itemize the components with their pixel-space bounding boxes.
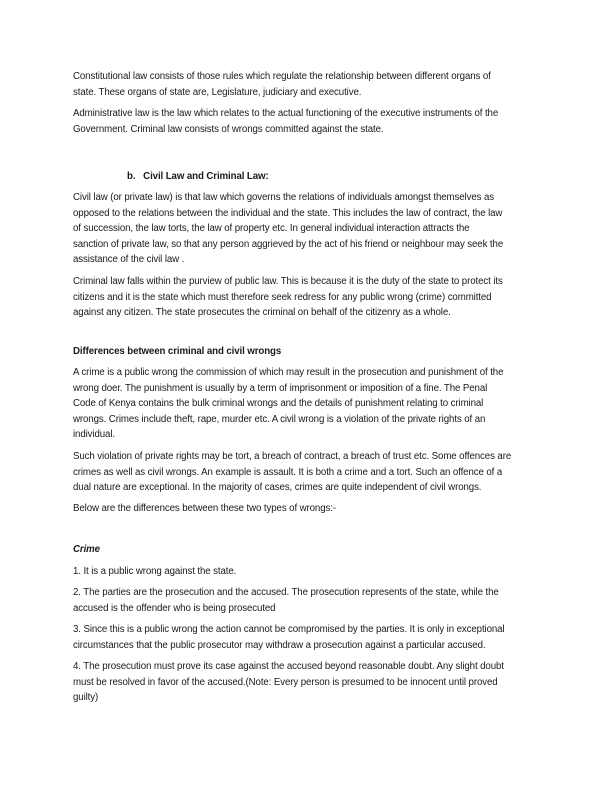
text-line: guilty) xyxy=(73,692,99,704)
text-line: crimes as well as civil wrongs. An example is assault. It is both a crime and a tort. Such an offence of a xyxy=(73,466,503,478)
text-line: 2. The parties are the prosecution and the accused. The prosecution represents of the state, while the xyxy=(73,587,499,598)
heading-differences xyxy=(73,344,281,360)
paragraph-civil-law xyxy=(73,190,503,268)
text-line: wrong doer. The punishment is usually by a term of imprisonment or imposition of a fine. The Penal xyxy=(73,382,488,394)
text-line: opposed to the relations between the individual and the state. This includes the law of contract, the law xyxy=(73,207,503,219)
text-line: Criminal law falls within the purview of public law. This is because it is the duty of the state to protect its xyxy=(73,276,503,287)
paragraph-criminal-law xyxy=(73,274,503,321)
text-line: dual nature are exceptional. In the majority of cases, crimes are quite independent of civil wrongs. xyxy=(73,482,482,494)
text-line: Civil law (or private law) is that law which governs the relations of individuals amongst themselves as xyxy=(73,192,494,203)
paragraph-private-rights xyxy=(73,449,511,496)
list-item-4 xyxy=(73,659,504,706)
paragraph-crime-definition xyxy=(73,365,503,443)
text-line: Administrative law is the law which relates to the actual functioning of the executive instruments of the xyxy=(73,108,499,119)
text-line: accused is the offender who is being prosecuted xyxy=(73,602,276,614)
heading-text: Crime xyxy=(73,544,100,555)
heading-civil-criminal-law xyxy=(127,169,269,185)
text-line: individual. xyxy=(73,429,115,441)
text-line: sanction of private law, so that any person aggrieved by the act of his friend or neighbour may seek the xyxy=(73,238,504,250)
text-line: assistance of the civil law . xyxy=(73,254,185,266)
paragraph-administrative-law xyxy=(73,106,498,137)
text-line: state. These organs of state are, Legislature, judiciary and executive. xyxy=(73,86,362,98)
text-line: Below are the differences between these two types of wrongs:- xyxy=(73,503,336,514)
paragraph-below xyxy=(73,501,336,517)
text-line: wrongs. Crimes include theft, rape, murder etc. A civil wrong is a violation of the private rights of an xyxy=(73,413,486,425)
text-line: 3. Since this is a public wrong the action cannot be compromised by the parties. It is only in exceptional xyxy=(73,624,505,635)
text-line: 4. The prosecution must prove its case against the accused beyond reasonable doubt. Any slight doubt xyxy=(73,661,504,672)
text-line: circumstances that the public prosecutor may withdraw a prosecution against a particular accused. xyxy=(73,639,486,651)
text-line: must be resolved in favor of the accused.(Note: Every person is presumed to be innocent until proved xyxy=(73,676,498,688)
text-line: of succession, the law torts, the law of property etc. In general individual interaction attracts the xyxy=(73,223,470,235)
heading-crime xyxy=(73,542,100,558)
list-item-3 xyxy=(73,622,505,653)
heading-text: Differences between criminal and civil wrongs xyxy=(73,346,282,357)
text-line: Constitutional law consists of those rules which regulate the relationship between different organs of xyxy=(73,71,491,82)
text-line: against any citizen. The state prosecutes the criminal on behalf of the citizenry as a whole. xyxy=(73,307,451,319)
text-line: 1. It is a public wrong against the state. xyxy=(73,566,237,577)
paragraph-constitutional-law xyxy=(73,69,491,100)
text-line: Such violation of private rights may be tort, a breach of contract, a breach of trust etc. Some offences are xyxy=(73,451,512,462)
text-line: A crime is a public wrong the commission of which may result in the prosecution and punishment of the xyxy=(73,367,504,378)
list-item-1 xyxy=(73,564,236,580)
text-line: Government. Criminal law consists of wrongs committed against the state. xyxy=(73,123,384,135)
text-line: Code of Kenya contains the bulk criminal wrongs and the details of punishment relating to criminal xyxy=(73,398,484,410)
text-line: citizens and it is the state which must therefore seek redress for any public wrong (crime) committed xyxy=(73,291,492,303)
heading-text: b. Civil Law and Criminal Law: xyxy=(127,171,269,182)
list-item-2 xyxy=(73,585,499,616)
